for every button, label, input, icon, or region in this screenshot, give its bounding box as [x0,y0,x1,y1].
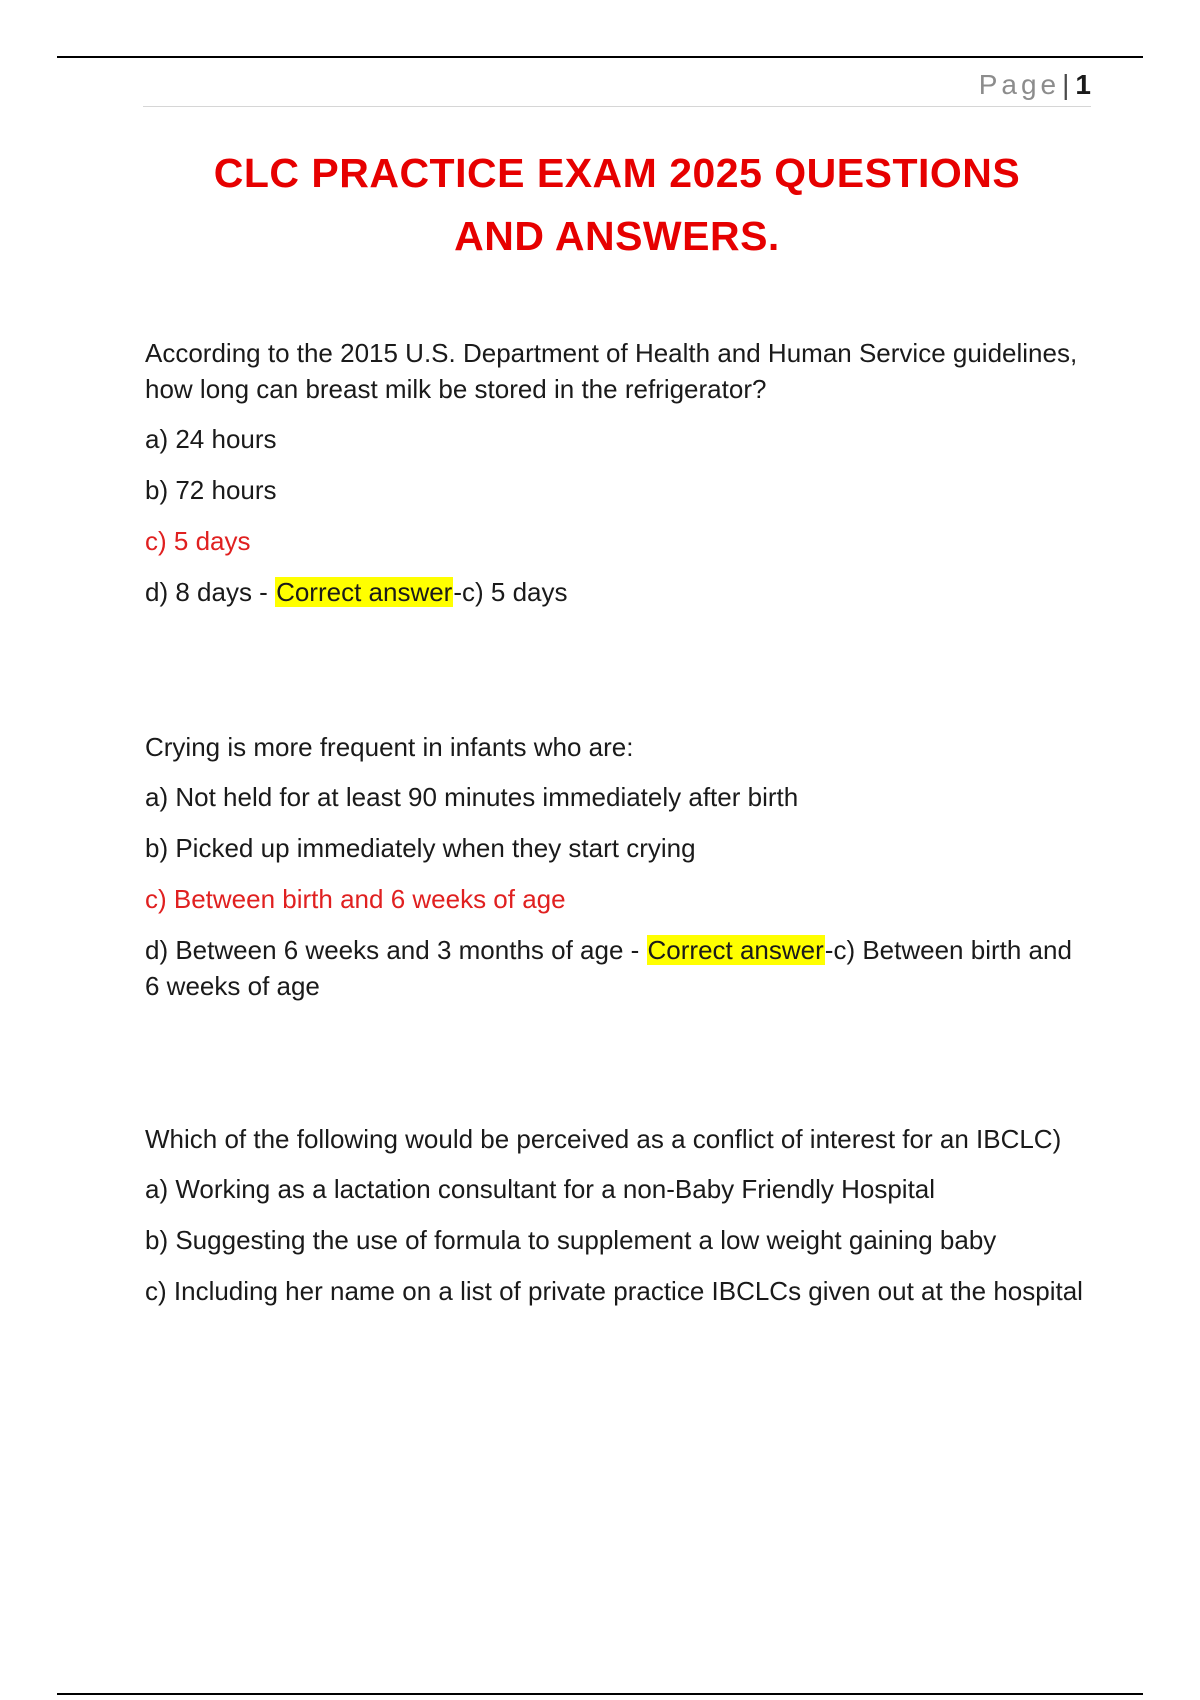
option-d: d) 8 days - [145,577,276,607]
option-c: c) Including her name on a list of private practice IBCLCs given out at the hospital [145,1276,1083,1306]
correct-answer-highlight: Correct answer [276,577,453,607]
option-b: b) 72 hours [145,475,277,505]
page-separator: | [1062,69,1070,100]
top-rule [57,56,1143,58]
page-number-label [979,70,1091,100]
question-stem: Crying is more frequent in infants who are: [145,732,634,762]
question-1 [145,335,1085,625]
option-c-correct: c) Between birth and 6 weeks of age [145,884,566,914]
option-a: a) Not held for at least 90 minutes immediately after birth [145,782,799,812]
question-stem: According to the 2015 U.S. Department of Health and Human Service guidelines, how long can breast milk be stored in the refrigerator? [145,338,1078,404]
option-c-correct: c) 5 days [145,526,251,556]
question-2 [145,729,1085,1019]
correct-answer-highlight: Correct answer [647,935,824,965]
option-a: a) Working as a lactation consultant for a non-Baby Friendly Hospital [145,1174,936,1204]
page-word: Page [978,69,1061,100]
option-d-with-answer [145,932,1085,1004]
page-digit: 1 [1075,69,1091,100]
document-title [143,142,1091,268]
bottom-rule [57,1693,1143,1695]
page-header [143,66,1091,107]
option-b: b) Picked up immediately when they start crying [145,833,696,863]
document-title-line-2: AND ANSWERS. [454,213,780,259]
document-title-line-1: CLC PRACTICE EXAM 2025 QUESTIONS [213,150,1021,196]
correct-answer-text: -c) 5 days [453,577,568,607]
question-stem: Which of the following would be perceived as a conflict of interest for an IBCLC) [145,1124,1062,1154]
correct-answer-text: -c) Between birth and 6 weeks of age [145,935,1072,1001]
option-d: d) Between 6 weeks and 3 months of age - [145,935,647,965]
option-b: b) Suggesting the use of formula to supplement a low weight gaining baby [145,1225,997,1255]
question-3 [145,1121,1085,1324]
option-a: a) 24 hours [145,424,277,454]
option-d-with-answer [145,574,1085,610]
